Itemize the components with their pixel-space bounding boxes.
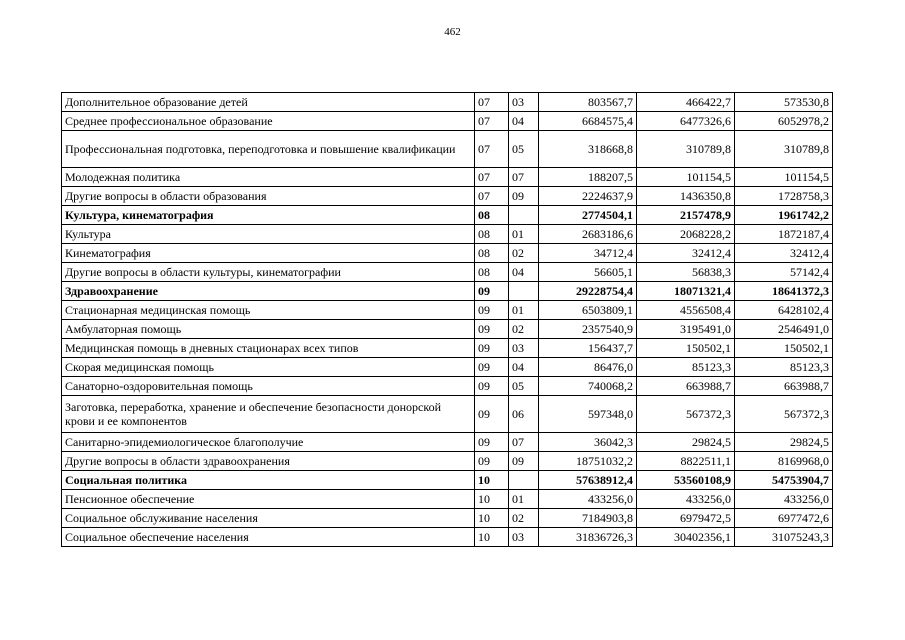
value-3-cell: 6977472,6: [735, 509, 833, 528]
value-1-cell: 57638912,4: [539, 471, 637, 490]
row-name-cell: Социальное обеспечение населения: [62, 528, 475, 547]
value-1-cell: 803567,7: [539, 93, 637, 112]
row-name-cell: Культура, кинематография: [62, 206, 475, 225]
value-3-cell: 310789,8: [735, 131, 833, 168]
subsection-code-cell: 01: [509, 301, 539, 320]
value-1-cell: 2224637,9: [539, 187, 637, 206]
table-row: [62, 263, 833, 282]
section-code-cell: 09: [475, 320, 509, 339]
table-section-row: [62, 471, 833, 490]
table-row: [62, 131, 833, 168]
row-name-cell: Дополнительное образование детей: [62, 93, 475, 112]
row-name-cell: Амбулаторная помощь: [62, 320, 475, 339]
value-1-cell: 597348,0: [539, 396, 637, 433]
subsection-code-cell: 03: [509, 528, 539, 547]
value-1-cell: 56605,1: [539, 263, 637, 282]
subsection-code-cell: 01: [509, 225, 539, 244]
value-2-cell: 6477326,6: [637, 112, 735, 131]
subsection-code-cell: 01: [509, 490, 539, 509]
table-row: [62, 168, 833, 187]
value-3-cell: 663988,7: [735, 377, 833, 396]
value-2-cell: 433256,0: [637, 490, 735, 509]
value-3-cell: 567372,3: [735, 396, 833, 433]
table-row: [62, 320, 833, 339]
section-code-cell: 09: [475, 282, 509, 301]
value-3-cell: 101154,5: [735, 168, 833, 187]
value-3-cell: 8169968,0: [735, 452, 833, 471]
subsection-code-cell: 07: [509, 433, 539, 452]
value-2-cell: 466422,7: [637, 93, 735, 112]
value-1-cell: 6503809,1: [539, 301, 637, 320]
subsection-code-cell: 04: [509, 358, 539, 377]
section-code-cell: 07: [475, 168, 509, 187]
subsection-code-cell: [509, 282, 539, 301]
section-code-cell: 07: [475, 112, 509, 131]
value-3-cell: 1872187,4: [735, 225, 833, 244]
value-2-cell: 567372,3: [637, 396, 735, 433]
value-1-cell: 18751032,2: [539, 452, 637, 471]
row-name-cell: Санаторно-оздоровительная помощь: [62, 377, 475, 396]
section-code-cell: 09: [475, 396, 509, 433]
value-3-cell: 6428102,4: [735, 301, 833, 320]
value-1-cell: 6684575,4: [539, 112, 637, 131]
table-row: [62, 396, 833, 433]
table-row: [62, 358, 833, 377]
table-section-row: [62, 206, 833, 225]
value-2-cell: 53560108,9: [637, 471, 735, 490]
value-2-cell: 30402356,1: [637, 528, 735, 547]
value-2-cell: 29824,5: [637, 433, 735, 452]
row-name-cell: Профессиональная подготовка, переподготовка и повышение квалификации: [62, 131, 475, 168]
table-row: [62, 377, 833, 396]
row-name-cell: Социальное обслуживание населения: [62, 509, 475, 528]
value-1-cell: 7184903,8: [539, 509, 637, 528]
value-1-cell: 740068,2: [539, 377, 637, 396]
value-2-cell: 101154,5: [637, 168, 735, 187]
section-code-cell: 10: [475, 490, 509, 509]
row-name-cell: Здравоохранение: [62, 282, 475, 301]
value-1-cell: 34712,4: [539, 244, 637, 263]
value-3-cell: 54753904,7: [735, 471, 833, 490]
value-1-cell: 31836726,3: [539, 528, 637, 547]
value-2-cell: 663988,7: [637, 377, 735, 396]
section-code-cell: 08: [475, 206, 509, 225]
value-3-cell: 85123,3: [735, 358, 833, 377]
row-name-cell: Скорая медицинская помощь: [62, 358, 475, 377]
section-code-cell: 07: [475, 131, 509, 168]
row-name-cell: Заготовка, переработка, хранение и обеспечение безопасности донорской крови и ее компонентов: [62, 396, 475, 433]
value-2-cell: 85123,3: [637, 358, 735, 377]
section-code-cell: 09: [475, 377, 509, 396]
value-2-cell: 4556508,4: [637, 301, 735, 320]
value-2-cell: 150502,1: [637, 339, 735, 358]
budget-table-body: [62, 93, 833, 547]
value-1-cell: 188207,5: [539, 168, 637, 187]
subsection-code-cell: [509, 206, 539, 225]
section-code-cell: 08: [475, 263, 509, 282]
section-code-cell: 10: [475, 509, 509, 528]
budget-table: [61, 92, 833, 547]
value-2-cell: 3195491,0: [637, 320, 735, 339]
subsection-code-cell: 02: [509, 244, 539, 263]
subsection-code-cell: 07: [509, 168, 539, 187]
section-code-cell: 09: [475, 339, 509, 358]
value-3-cell: 1728758,3: [735, 187, 833, 206]
value-2-cell: 8822511,1: [637, 452, 735, 471]
value-2-cell: 18071321,4: [637, 282, 735, 301]
value-2-cell: 2157478,9: [637, 206, 735, 225]
section-code-cell: 10: [475, 471, 509, 490]
value-3-cell: 6052978,2: [735, 112, 833, 131]
value-3-cell: 573530,8: [735, 93, 833, 112]
row-name-cell: Стационарная медицинская помощь: [62, 301, 475, 320]
value-3-cell: 32412,4: [735, 244, 833, 263]
subsection-code-cell: 03: [509, 93, 539, 112]
value-2-cell: 32412,4: [637, 244, 735, 263]
value-3-cell: 31075243,3: [735, 528, 833, 547]
section-code-cell: 08: [475, 225, 509, 244]
row-name-cell: Медицинская помощь в дневных стационарах всех типов: [62, 339, 475, 358]
value-1-cell: 433256,0: [539, 490, 637, 509]
value-3-cell: 57142,4: [735, 263, 833, 282]
row-name-cell: Другие вопросы в области культуры, кинематографии: [62, 263, 475, 282]
value-1-cell: 2774504,1: [539, 206, 637, 225]
value-1-cell: 318668,8: [539, 131, 637, 168]
subsection-code-cell: 03: [509, 339, 539, 358]
value-3-cell: 1961742,2: [735, 206, 833, 225]
subsection-code-cell: 05: [509, 377, 539, 396]
value-1-cell: 29228754,4: [539, 282, 637, 301]
table-row: [62, 452, 833, 471]
section-code-cell: 10: [475, 528, 509, 547]
row-name-cell: Среднее профессиональное образование: [62, 112, 475, 131]
row-name-cell: Другие вопросы в области образования: [62, 187, 475, 206]
value-1-cell: 156437,7: [539, 339, 637, 358]
section-code-cell: 08: [475, 244, 509, 263]
value-3-cell: 433256,0: [735, 490, 833, 509]
value-3-cell: 150502,1: [735, 339, 833, 358]
subsection-code-cell: 04: [509, 112, 539, 131]
section-code-cell: 09: [475, 433, 509, 452]
table-row: [62, 187, 833, 206]
subsection-code-cell: 09: [509, 452, 539, 471]
page-number: 462: [444, 26, 461, 38]
subsection-code-cell: [509, 471, 539, 490]
row-name-cell: Другие вопросы в области здравоохранения: [62, 452, 475, 471]
table-row: [62, 244, 833, 263]
value-3-cell: 2546491,0: [735, 320, 833, 339]
table-row: [62, 490, 833, 509]
table-row: [62, 339, 833, 358]
value-2-cell: 6979472,5: [637, 509, 735, 528]
value-1-cell: 86476,0: [539, 358, 637, 377]
row-name-cell: Культура: [62, 225, 475, 244]
table-row: [62, 93, 833, 112]
subsection-code-cell: 02: [509, 320, 539, 339]
section-code-cell: 09: [475, 358, 509, 377]
value-2-cell: 56838,3: [637, 263, 735, 282]
value-2-cell: 2068228,2: [637, 225, 735, 244]
table-row: [62, 509, 833, 528]
row-name-cell: Молодежная политика: [62, 168, 475, 187]
value-1-cell: 2683186,6: [539, 225, 637, 244]
row-name-cell: Санитарно-эпидемиологическое благополучие: [62, 433, 475, 452]
section-code-cell: 09: [475, 301, 509, 320]
table-row: [62, 301, 833, 320]
row-name-cell: Социальная политика: [62, 471, 475, 490]
table-row: [62, 528, 833, 547]
table-section-row: [62, 282, 833, 301]
subsection-code-cell: 06: [509, 396, 539, 433]
section-code-cell: 07: [475, 93, 509, 112]
value-3-cell: 18641372,3: [735, 282, 833, 301]
table-row: [62, 225, 833, 244]
subsection-code-cell: 05: [509, 131, 539, 168]
section-code-cell: 07: [475, 187, 509, 206]
row-name-cell: Кинематография: [62, 244, 475, 263]
section-code-cell: 09: [475, 452, 509, 471]
value-3-cell: 29824,5: [735, 433, 833, 452]
value-1-cell: 36042,3: [539, 433, 637, 452]
subsection-code-cell: 04: [509, 263, 539, 282]
row-name-cell: Пенсионное обеспечение: [62, 490, 475, 509]
value-2-cell: 310789,8: [637, 131, 735, 168]
value-2-cell: 1436350,8: [637, 187, 735, 206]
subsection-code-cell: 09: [509, 187, 539, 206]
table-row: [62, 433, 833, 452]
value-1-cell: 2357540,9: [539, 320, 637, 339]
subsection-code-cell: 02: [509, 509, 539, 528]
table-row: [62, 112, 833, 131]
